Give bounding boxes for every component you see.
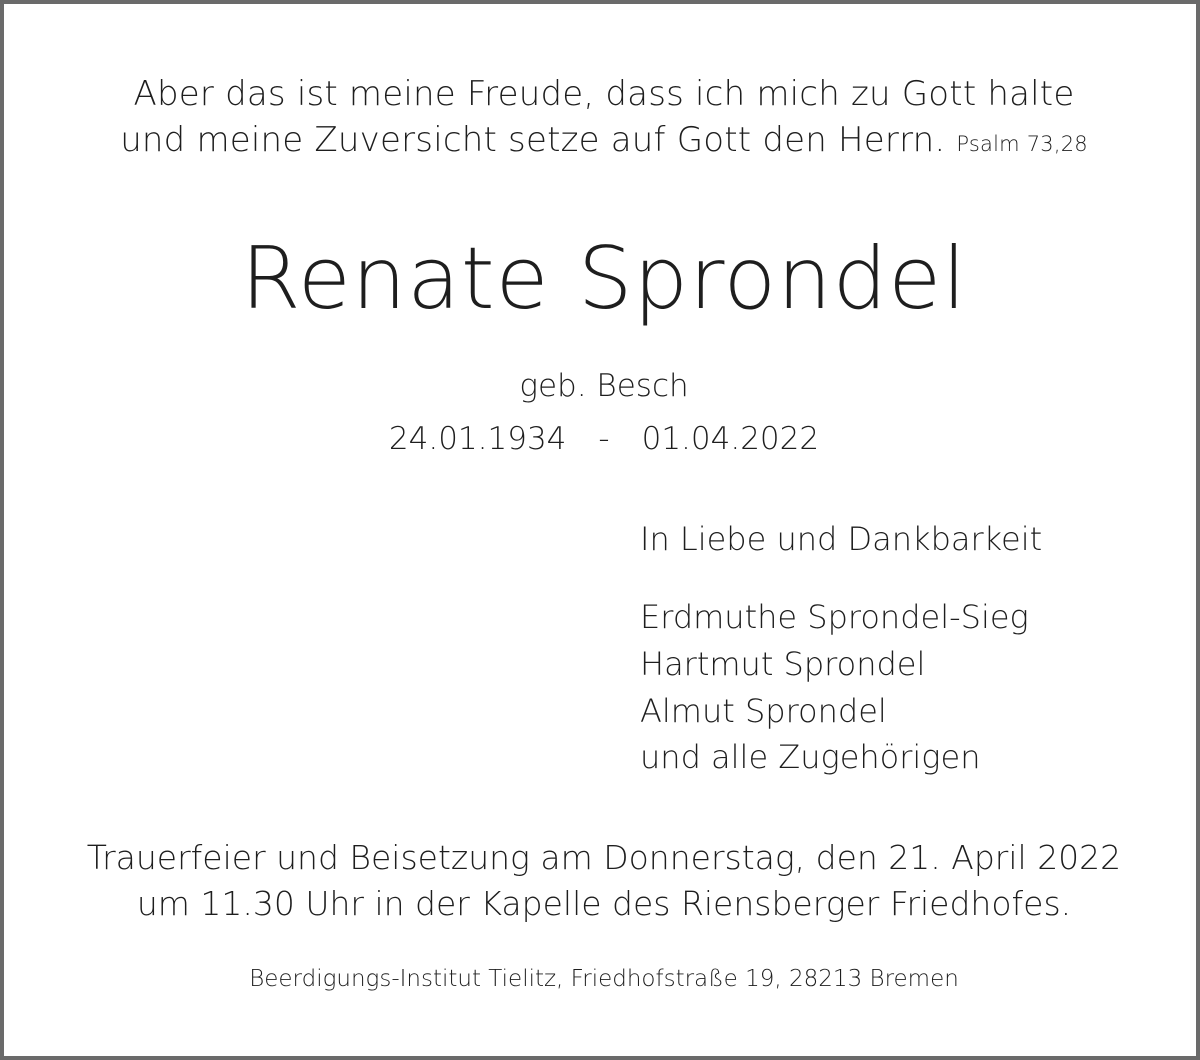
verse-line-2 [4,120,1200,160]
ceremony-line-1: Trauerfeier und Beisetzung am Donnerstag, den 21. April 2022 [86,838,1122,877]
birth-name: geb. Besch [519,368,689,404]
verse-reference: Psalm 73,28 [956,132,1088,156]
family-intro: In Liebe und Dankbarkeit [640,520,1043,558]
ceremony-line-2: um 11.30 Uhr in der Kapelle des Riensberger Friedhofes. [136,884,1072,923]
life-dates [4,421,1200,457]
undertaker-info: Beerdigungs-Institut Tielitz, Friedhofstraße 19, 28213 Bremen [249,966,959,992]
family-member: Hartmut Sprondel [640,645,926,683]
deceased-name: Renate Sprondel [240,229,968,329]
birth-date: 24.01.1934 [388,421,567,457]
verse-line-1-text: Aber das ist meine Freude, dass ich mich zu Gott halte [133,74,1075,114]
family-member: Erdmuthe Sprondel-Sieg [640,598,1029,636]
family-member: Almut Sprondel [640,692,887,730]
family-member: und alle Zugehörigen [640,738,981,776]
date-separator: - [598,421,610,457]
verse-line-1 [4,74,1200,114]
death-date: 01.04.2022 [641,421,820,457]
verse-line-2-text: und meine Zuversicht setze auf Gott den Herrn. [120,120,946,160]
